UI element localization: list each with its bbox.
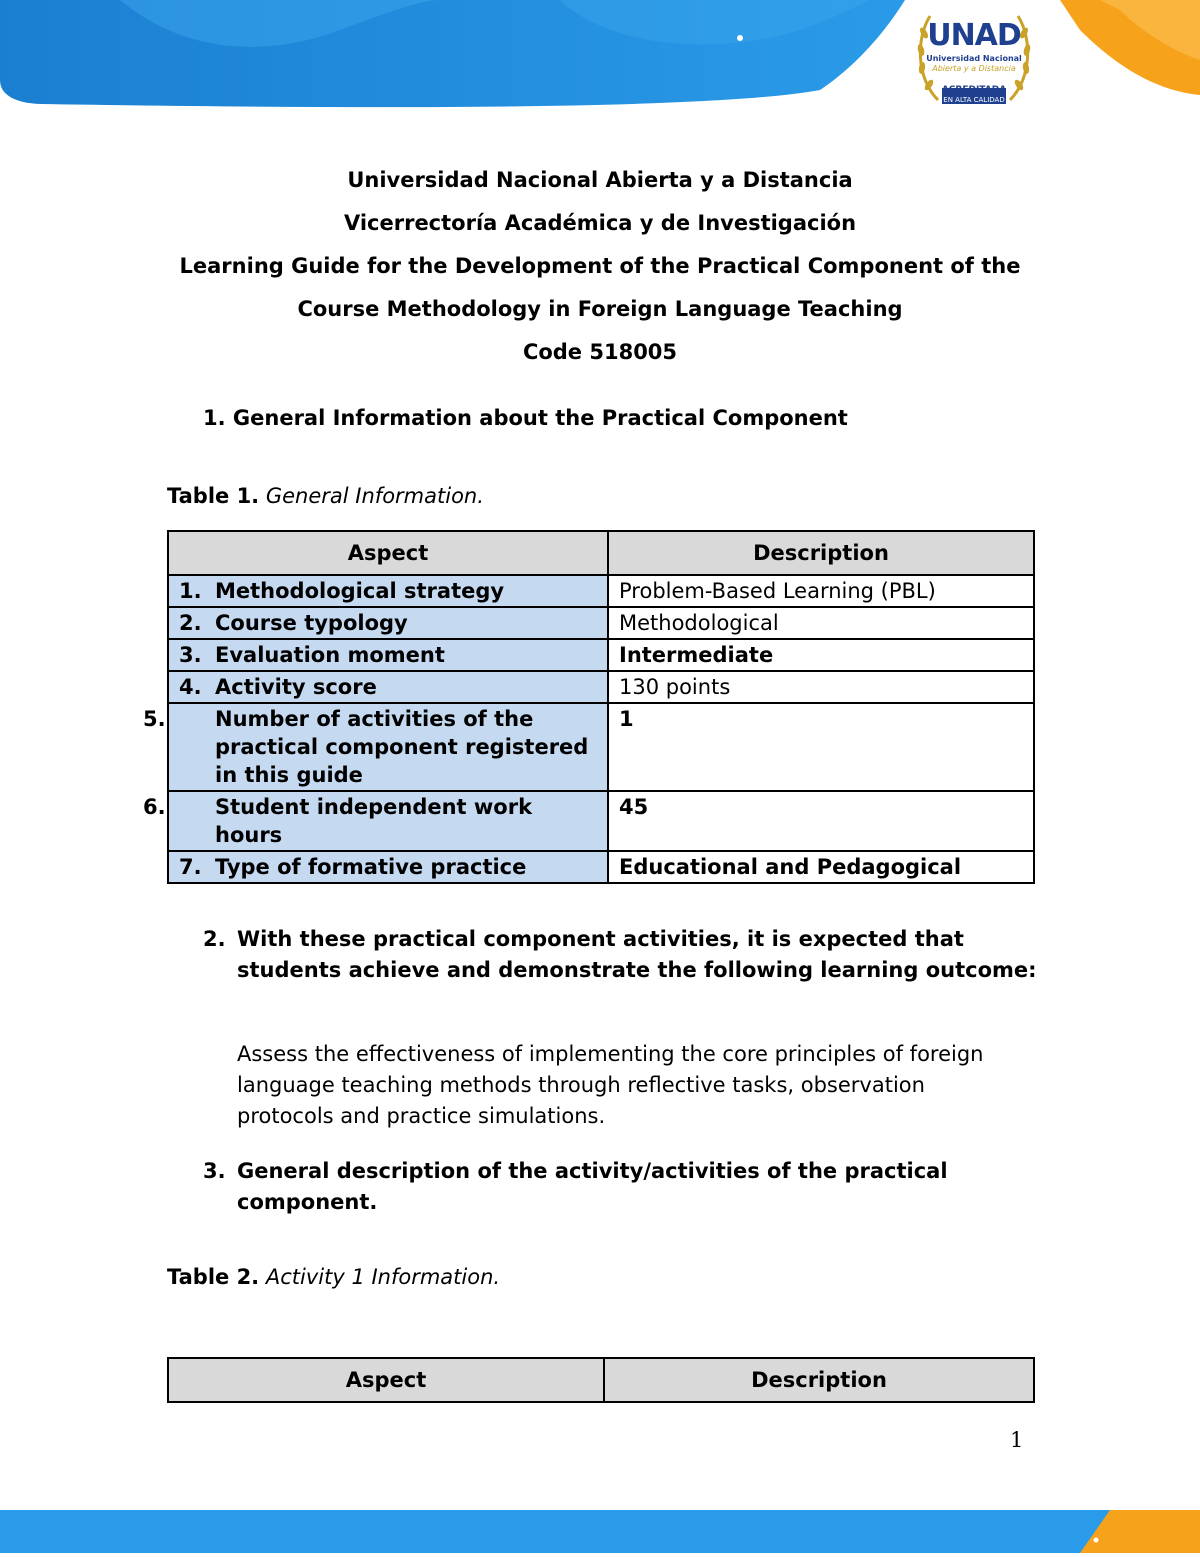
aspect-label: Number of activities of the practical component registered in this guide: [215, 707, 589, 787]
aspect-cell: [168, 575, 608, 607]
logo-subtitle-2: Abierta y a Distancia: [932, 64, 1016, 73]
section-1-text: General Information about the Practical Component: [232, 406, 848, 430]
table-header-row: [168, 531, 1034, 575]
section-3-heading: [203, 1156, 1043, 1218]
title-university: Universidad Nacional Abierta y a Distancia: [347, 168, 853, 192]
section-3-number: 3.: [203, 1159, 226, 1183]
aspect-label: Type of formative practice: [215, 855, 527, 879]
title-course: Course Methodology in Foreign Language Teaching: [297, 297, 903, 321]
logo-subtitle-1: Universidad Nacional: [926, 54, 1022, 63]
header-description: Description: [608, 531, 1034, 575]
header-aspect: Aspect: [168, 1358, 604, 1402]
table-2-caption-label: Table 2.: [167, 1265, 260, 1289]
logo-wordmark: UNAD: [927, 18, 1021, 53]
aspect-label: Activity score: [215, 675, 377, 699]
description-cell: Problem-Based Learning (PBL): [608, 575, 1034, 607]
aspect-cell: [168, 607, 608, 639]
logo-badge: ACREDITADA: [941, 85, 1007, 95]
title-code: Code 518005: [522, 340, 678, 364]
table-row: [168, 791, 1034, 851]
header-description: Description: [604, 1358, 1034, 1402]
aspect-cell: [143, 791, 608, 851]
footer-band: [0, 1510, 1200, 1553]
table-row: [168, 671, 1034, 703]
title-guide: Learning Guide for the Development of the Practical Component of the: [179, 254, 1021, 278]
aspect-cell: [168, 639, 608, 671]
description-cell: 45: [608, 791, 1034, 851]
section-1-number: 1.: [203, 406, 226, 430]
table-row: [168, 639, 1034, 671]
table-row: [168, 703, 1034, 791]
logo-badge-sub: EN ALTA CALIDAD: [943, 96, 1005, 104]
section-2-text: With these practical component activities, it is expected that students achieve and demonstrate the following learning outcome:: [237, 927, 1037, 982]
title-vicerrectoria: Vicerrectoría Académica y de Investigación: [343, 211, 857, 235]
header-aspect: Aspect: [168, 531, 608, 575]
row-number: 5.: [143, 707, 166, 731]
description-cell: 1: [608, 703, 1034, 791]
aspect-cell: [168, 851, 608, 883]
description-cell: Methodological: [608, 607, 1034, 639]
aspect-cell: [143, 703, 608, 791]
footer-wave-graphic: [0, 1510, 1200, 1553]
aspect-label: Methodological strategy: [215, 579, 505, 603]
table-1-caption-label: Table 1.: [167, 484, 260, 508]
learning-outcome-paragraph: Assess the effectiveness of implementing the core principles of foreign language teaching methods through reflective tasks, observation protocols and practice simulations.: [237, 1042, 984, 1128]
row-number: 7.: [179, 855, 202, 879]
general-information-table: [143, 530, 1035, 884]
row-number: 4.: [179, 675, 202, 699]
table-header-row: [168, 1358, 1034, 1402]
description-cell: Intermediate: [608, 639, 1034, 671]
section-2-heading: [203, 924, 1043, 986]
row-number: 6.: [143, 795, 166, 819]
row-number: 1.: [179, 579, 202, 603]
table-1-caption: [167, 484, 484, 508]
aspect-label: Evaluation moment: [215, 643, 445, 667]
unad-logo: [908, 8, 1040, 108]
description-cell: Educational and Pedagogical: [608, 851, 1034, 883]
activity-information-table: [167, 1357, 1035, 1403]
page-number: 1: [1010, 1428, 1024, 1452]
table-2-caption: [167, 1265, 500, 1289]
row-number: 2.: [179, 611, 202, 635]
table-row: [168, 851, 1034, 883]
section-1-heading: [203, 406, 848, 430]
table-2-caption-text: Activity 1 Information.: [265, 1265, 501, 1289]
aspect-label: Student independent work hours: [215, 795, 533, 847]
row-number: 3.: [179, 643, 202, 667]
aspect-label: Course typology: [215, 611, 408, 635]
table-1-caption-text: General Information.: [265, 484, 484, 508]
aspect-cell: [168, 671, 608, 703]
table-row: [168, 607, 1034, 639]
section-3-text: General description of the activity/activities of the practical component.: [237, 1159, 948, 1214]
table-row: [168, 575, 1034, 607]
description-cell: 130 points: [608, 671, 1034, 703]
section-2-number: 2.: [203, 927, 226, 951]
